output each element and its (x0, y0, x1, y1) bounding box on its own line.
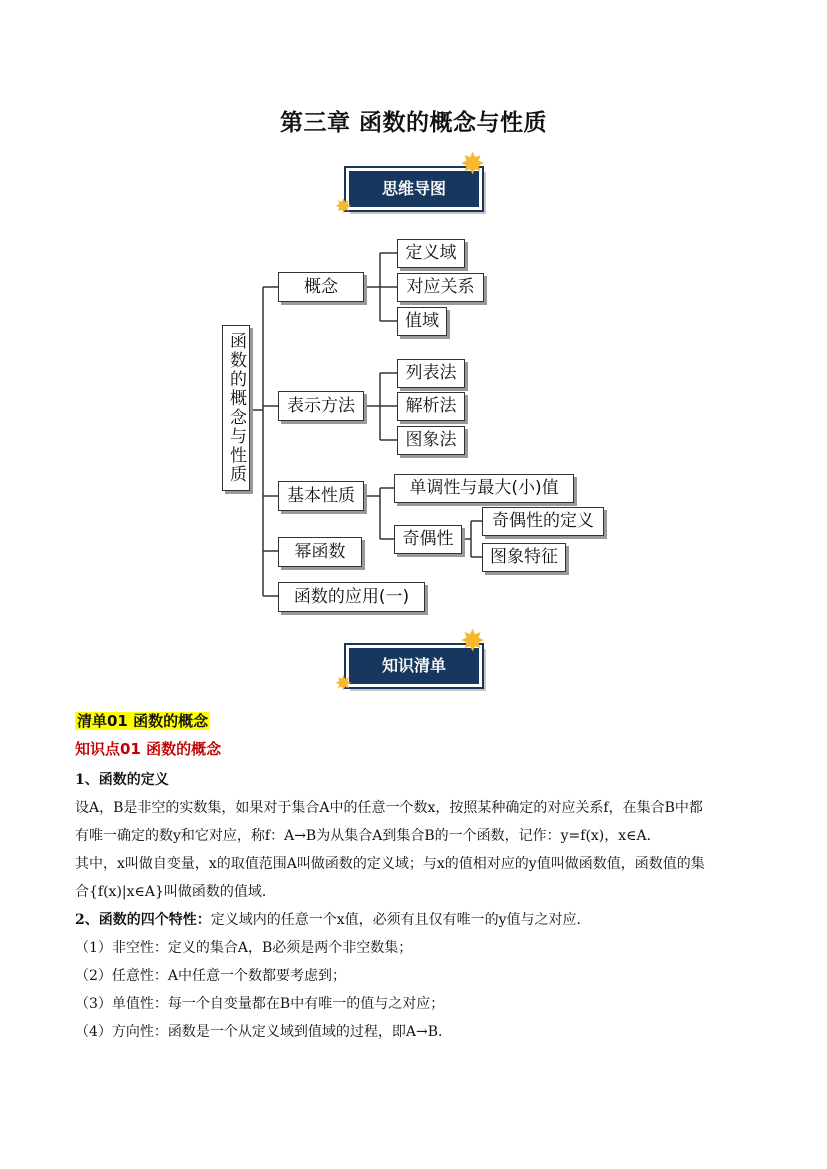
page-title: 第三章 函数的概念与性质 (279, 110, 547, 136)
list-item: （3）单值性：每一个自变量都在B中有唯一的值与之对应； (75, 996, 445, 1012)
node-monotonicity: 单调性与最大(小)值 (394, 474, 574, 503)
paragraph-line: 设A，B是非空的实数集，如果对于集合A中的任意一个数x，按照某种确定的对应关系f，在集合B中都 (75, 800, 703, 816)
paragraph-line: 合{f(x)|x∈A}叫做函数的值域． (75, 884, 276, 900)
node-graph-method: 图象法 (397, 426, 465, 455)
list-item: （4）方向性：函数是一个从定义域到值域的过程，即A→B． (75, 1024, 453, 1040)
paragraph-line: 有唯一确定的数y和它对应，称f：A→B为从集合A到集合B的一个函数，记作：y=f(x)，x∈A． (75, 828, 661, 844)
mindmap-root: 函数的概念与性质 (222, 325, 250, 491)
node-range: 值域 (397, 307, 447, 336)
node-graph-features: 图象特征 (482, 543, 566, 572)
subheading-properties: 2、函数的四个特性： (75, 912, 211, 928)
subheading-properties-line (75, 906, 591, 934)
star-icon: ✸ (460, 624, 486, 659)
node-representation: 表示方法 (278, 391, 364, 421)
list-item: （2）任意性：A中任意一个数都要考虑到； (75, 968, 347, 984)
knowledge-banner: 知识清单 (346, 645, 482, 687)
properties-summary: 定义域内的任意一个x值，必须有且仅有唯一的y值与之对应． (210, 912, 591, 928)
star-icon: ✸ (460, 147, 486, 182)
paragraph-line: 其中，x叫做自变量，x的取值范围A叫做函数的定义域；与x的值相对应的y值叫做函数值，函数值的集 (75, 856, 705, 872)
knowledge-point-heading: 知识点01 函数的概念 (75, 740, 222, 758)
node-domain: 定义域 (397, 239, 465, 268)
node-table-method: 列表法 (397, 359, 465, 388)
star-icon: ✸ (335, 671, 352, 695)
star-icon: ✸ (335, 194, 352, 218)
node-parity: 奇偶性 (394, 525, 462, 554)
node-analytic-method: 解析法 (397, 392, 465, 421)
mindmap-banner: 思维导图 (346, 168, 482, 210)
list-heading: 清单01 函数的概念 (77, 712, 209, 730)
subheading-definition: 1、函数的定义 (75, 772, 169, 788)
node-basic-properties: 基本性质 (278, 481, 364, 511)
node-mapping: 对应关系 (397, 273, 484, 302)
node-application: 函数的应用(一) (278, 582, 425, 612)
list-item: （1）非空性：定义的集合A，B必须是两个非空数集； (75, 940, 413, 956)
node-power-function: 幂函数 (278, 537, 362, 567)
node-parity-definition: 奇偶性的定义 (482, 507, 604, 536)
node-concept: 概念 (278, 272, 364, 302)
